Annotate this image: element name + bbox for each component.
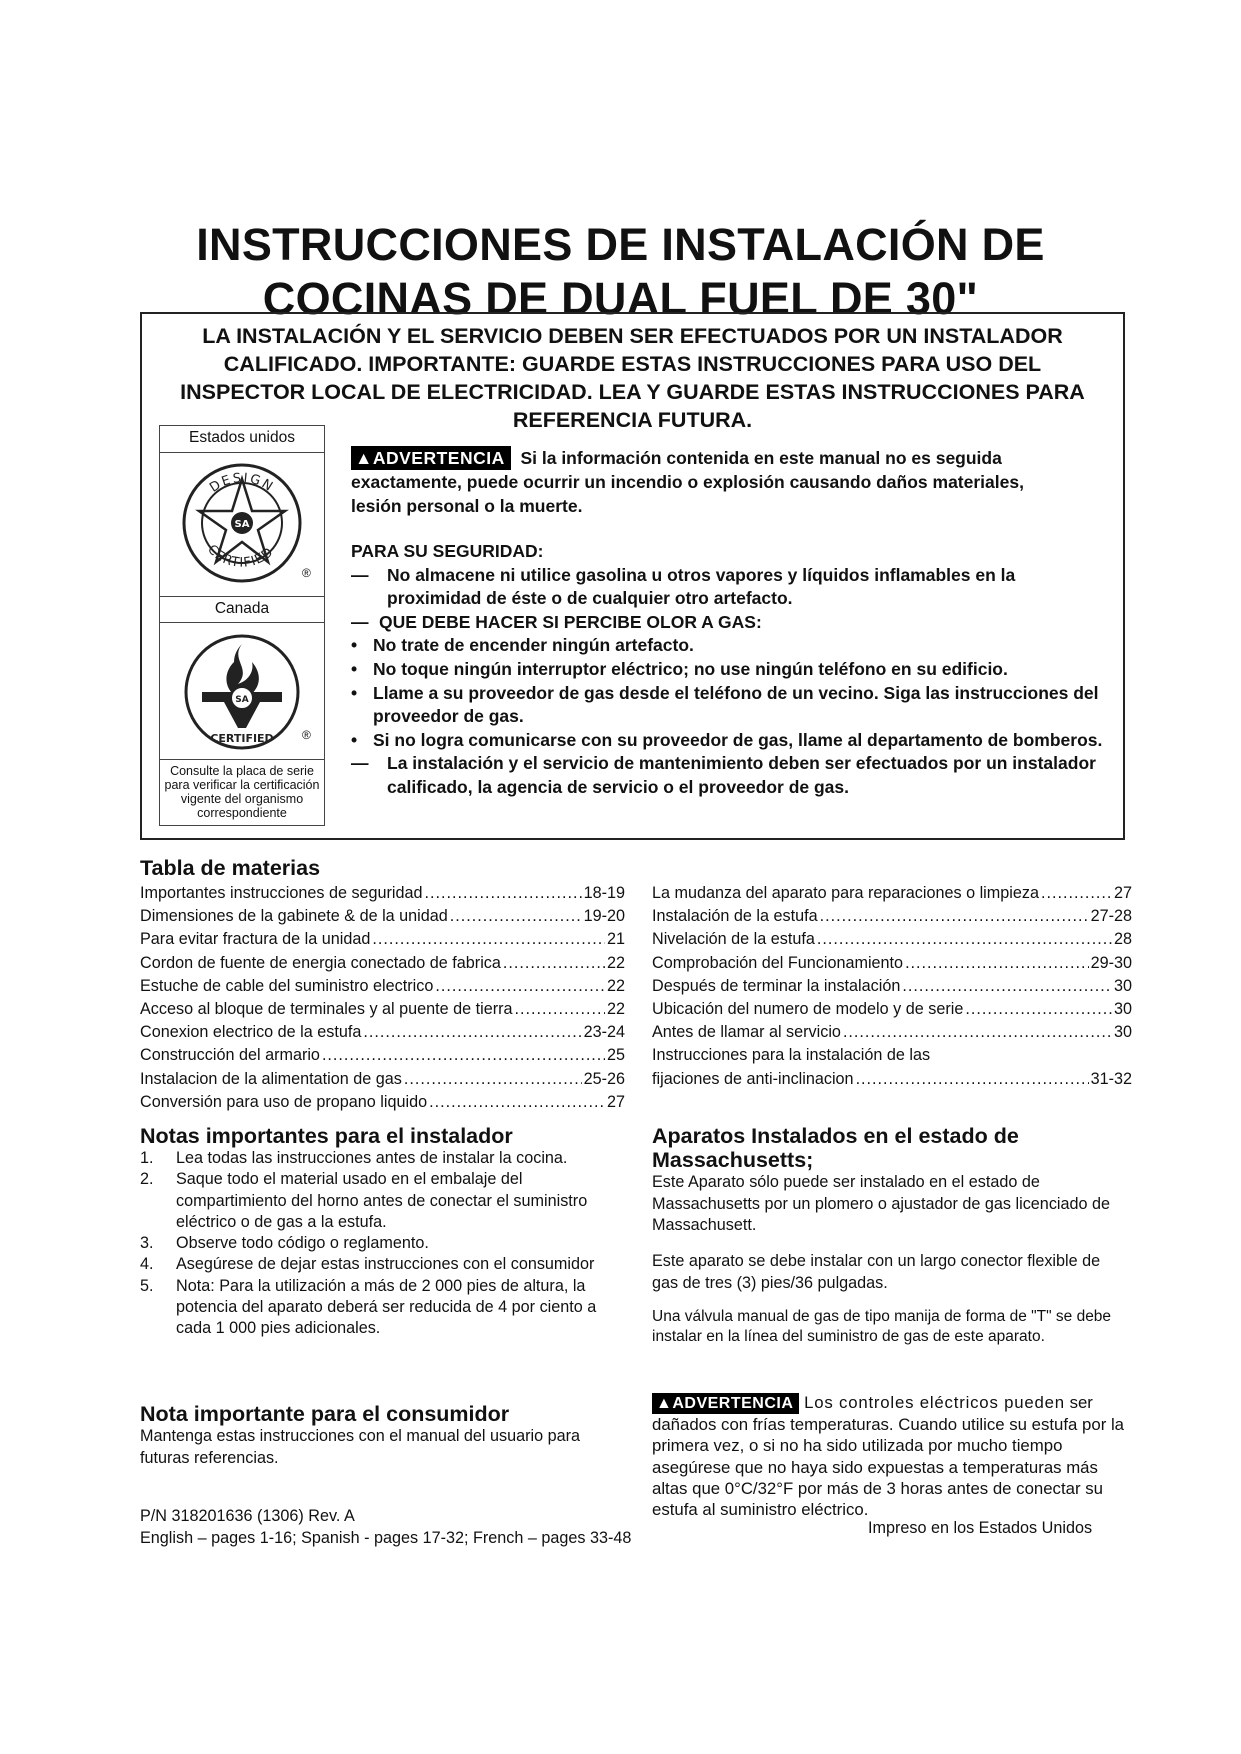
toc-right-column	[652, 882, 1132, 1091]
divider	[160, 759, 324, 760]
toc-entry	[652, 998, 1132, 1021]
warning-triangle-icon: ▲	[656, 1395, 673, 1412]
toc-entry-page: 23-24	[583, 1023, 625, 1042]
toc-entry-title: Estuche de cable del suministro electrico	[140, 976, 434, 995]
language-pages: English – pages 1-16; Spanish - pages 17-32; French – pages 33-48	[140, 1529, 632, 1547]
toc-entry	[652, 882, 1132, 905]
warning-header-line: INSPECTOR LOCAL DE ELECTRICIDAD. LEA Y GUARDE ESTAS INSTRUCCIONES PARA	[180, 380, 1085, 404]
toc-leader-dots	[817, 928, 1112, 951]
divider	[160, 622, 324, 623]
installer-note-item	[140, 1169, 600, 1233]
toc-leader-dots	[363, 1021, 581, 1044]
toc-entry	[140, 1021, 625, 1044]
fire-explosion-warning	[351, 446, 1111, 519]
toc-leader-dots	[429, 1091, 605, 1114]
part-number: P/N 318201636 (1306) Rev. A	[140, 1507, 355, 1525]
installer-note-item	[140, 1276, 600, 1340]
safety-item: — No almacene ni utilice gasolina u otros vapores y líquidos inflamables en la proximidad de éste o de cualquier otro artefacto.	[351, 564, 1016, 609]
note-number: 3.	[140, 1234, 154, 1253]
warning-text: lesión personal o la muerte.	[351, 496, 583, 517]
svg-text:SA: SA	[234, 519, 250, 530]
safety-item: — La instalación y el servicio de mantenimiento deben ser efectuados por un instalador calificado, la agencia de servicio o el proveedor de gas.	[351, 753, 1096, 797]
divider	[160, 452, 324, 453]
toc-leader-dots	[372, 928, 605, 951]
installation-warning-header	[150, 322, 1115, 434]
toc-entry-page: 28	[1113, 930, 1132, 949]
toc-entry-page: 21	[606, 930, 625, 949]
toc-entry-title: La mudanza del aparato para reparaciones o limpieza	[652, 884, 1039, 902]
toc-entry	[652, 952, 1132, 975]
toc-leader-dots	[404, 1068, 582, 1091]
toc-entry-title: Instrucciones para la instalación de las	[652, 1046, 931, 1065]
title-line-1: INSTRUCCIONES DE INSTALACIÓN DE	[196, 219, 1045, 270]
toc-entry	[140, 998, 625, 1021]
toc-left-column	[140, 882, 625, 1114]
warning-header-line: REFERENCIA FUTURA.	[512, 408, 753, 432]
note-text: Nota: Para la utilización a más de 2 000 pies de altura, la potencia del aparato deberá ser reducida de 4 por ciento a cada 1 000 pies adicionales.	[176, 1276, 597, 1338]
installer-note-item	[140, 1148, 600, 1169]
safety-item: • No trate de encender ningún artefacto.	[351, 635, 694, 656]
electric-warning-body: ser dañados con frías temperaturas. Cuando utilice su estufa por la primera vez, o si no ha sido utilizada por mucho tiempo asegúrese que no haya sido expuestas a temperaturas más altas que 0°C/32°F por más de 3 horas antes de conectar su estufa al suministro eléctrico.	[652, 1393, 1125, 1520]
installer-notes-heading: Notas importantes para el instalador	[140, 1124, 513, 1148]
note-number: 1.	[140, 1149, 154, 1167]
toc-entry-title: Para evitar fractura de la unidad	[140, 930, 371, 949]
registered-mark: ®	[302, 728, 311, 742]
toc-entry-page: 27	[606, 1092, 625, 1111]
toc-entry-title: Dimensiones de la gabinete & de la unidad	[140, 907, 448, 926]
toc-entry-page: 22	[606, 1000, 625, 1019]
toc-entry-page: 30	[1113, 1000, 1132, 1019]
toc-leader-dots	[515, 998, 605, 1021]
toc-entry	[140, 882, 625, 905]
toc-entry-page: 25	[606, 1046, 625, 1065]
toc-entry	[140, 1068, 625, 1091]
installer-note-item	[140, 1233, 600, 1254]
svg-text:SA: SA	[235, 695, 249, 705]
registered-mark: ®	[302, 566, 311, 580]
toc-entry	[652, 1021, 1132, 1044]
printed-in: Impreso en los Estados Unidos	[868, 1519, 1093, 1537]
installer-note-item	[140, 1254, 600, 1275]
safety-heading: PARA SU SEGURIDAD:	[351, 541, 544, 561]
toc-entry-page: 19-20	[583, 907, 625, 926]
note-text: Saque todo el material usado en el embalaje del compartimiento del horno antes de conectar el suministro eléctrico o de gas a la estufa.	[176, 1170, 588, 1231]
installer-notes-list	[140, 1148, 600, 1340]
title-line-2: COCINAS DE DUAL FUEL DE 30"	[262, 273, 979, 324]
warning-header-line: CALIFICADO. IMPORTANTE: GUARDE ESTAS INSTRUCCIONES PARA USO DEL	[223, 352, 1042, 376]
certification-panel	[159, 425, 325, 826]
warning-triangle-icon: ▲	[355, 448, 373, 468]
toc-leader-dots	[965, 998, 1112, 1021]
electric-controls-warning	[652, 1392, 1132, 1520]
certification-note: Consulte la placa de serie para verificar la certificación vigente del organismo correspondiente	[164, 764, 320, 820]
warning-text: exactamente, puede ocurrir un incendio o explosión causando daños materiales,	[351, 472, 1024, 493]
massachusetts-p1: Este Aparato sólo puede ser instalado en el estado de Massachusetts por un plomero o ajustador de gas licenciado de Massachusett.	[652, 1173, 1111, 1234]
toc-entry	[652, 928, 1132, 951]
csa-design-certified-logo-icon	[180, 461, 308, 589]
page-title	[0, 218, 1241, 326]
toc-entry-page: 25-26	[583, 1069, 625, 1088]
toc-leader-dots	[820, 905, 1089, 928]
toc-entry-page: 27-28	[1090, 907, 1132, 926]
toc-leader-dots	[435, 975, 605, 998]
consumer-note-text: Mantenga estas instrucciones con el manual del usuario para futuras referencias.	[140, 1427, 581, 1467]
toc-leader-dots	[450, 905, 582, 928]
note-number: 5.	[140, 1276, 154, 1295]
toc-entry-page: 27	[1113, 884, 1132, 902]
safety-list	[351, 540, 1111, 800]
toc-entry-page: 22	[606, 953, 625, 972]
safety-item: — QUE DEBE HACER SI PERCIBE OLOR A GAS:	[351, 611, 762, 632]
advertencia-badge: ▲ADVERTENCIA	[351, 446, 511, 470]
toc-leader-dots	[1041, 882, 1112, 905]
toc-entry-page: 30	[1113, 976, 1132, 995]
toc-leader-dots	[425, 882, 582, 905]
note-text: Asegúrese de dejar estas instrucciones con el consumidor	[176, 1255, 595, 1274]
toc-entry-title: Acceso al bloque de terminales y al puente de tierra	[140, 1000, 513, 1019]
note-text: Observe todo código o reglamento.	[176, 1234, 429, 1253]
safety-item: • Si no logra comunicarse con su proveedor de gas, llame al departamento de bomberos.	[351, 729, 1103, 750]
toc-entry	[140, 928, 625, 951]
massachusetts-p2: Este aparato se debe instalar con un largo conector flexible de gas de tres (3) pies/36 pulgadas.	[652, 1252, 1101, 1292]
toc-leader-dots	[503, 952, 605, 975]
toc-entry-title: Construcción del armario	[140, 1046, 320, 1065]
toc-entry-title: Instalacion de la alimentation de gas	[140, 1069, 402, 1088]
safety-item: • Llame a su proveedor de gas desde el teléfono de un vecino. Siga las instrucciones del proveedor de gas.	[351, 682, 1099, 727]
csa-certified-flame-logo-icon	[180, 630, 308, 758]
svg-text:CERTIFIED: CERTIFIED	[204, 542, 277, 571]
toc-entry-page: 29-30	[1090, 953, 1132, 972]
toc-entry-title: Después de terminar la instalación	[652, 976, 901, 995]
svg-text:DESIGN: DESIGN	[207, 470, 277, 496]
toc-entry	[140, 905, 625, 928]
electric-warning-lead: Los controles eléctricos pueden	[804, 1393, 1065, 1412]
toc-leader-dots	[322, 1044, 605, 1067]
toc-entry-page: 22	[606, 976, 625, 995]
toc-leader-dots	[843, 1021, 1112, 1044]
divider	[160, 596, 324, 597]
canada-certification-label: Canada	[214, 600, 270, 617]
toc-entry-title: Instalación de la estufa	[652, 907, 818, 926]
toc-entry-title: Conversión para uso de propano liquido	[140, 1092, 428, 1111]
toc-entry	[140, 1044, 625, 1067]
toc-entry-title: Cordon de fuente de energia conectado de fabrica	[140, 953, 501, 972]
consumer-note-heading: Nota importante para el consumidor	[140, 1402, 510, 1426]
note-number: 2.	[140, 1170, 154, 1189]
toc-leader-dots	[902, 975, 1112, 998]
toc-entry-title: Nivelación de la estufa	[652, 930, 815, 949]
us-certification-label: Estados unidos	[189, 429, 295, 446]
toc-entry	[140, 1091, 625, 1114]
toc-entry-title: Conexion electrico de la estufa	[140, 1023, 362, 1042]
warning-header-line: LA INSTALACIÓN Y EL SERVICIO DEBEN SER EFECTUADOS POR UN INSTALADOR	[202, 324, 1063, 348]
note-text: Lea todas las instrucciones antes de instalar la cocina.	[176, 1149, 568, 1167]
toc-heading: Tabla de materias	[140, 856, 321, 880]
toc-entry-page: 18-19	[583, 884, 625, 902]
toc-entry-title: Antes de llamar al servicio	[652, 1023, 841, 1042]
toc-entry	[140, 975, 625, 998]
toc-leader-dots	[905, 952, 1089, 975]
svg-text:CERTIFIED: CERTIFIED	[210, 732, 274, 745]
toc-entry	[140, 952, 625, 975]
advertencia-badge: ▲ADVERTENCIA	[652, 1393, 799, 1414]
safety-item: • No toque ningún interruptor eléctrico; no use ningún teléfono en su edificio.	[351, 658, 1008, 679]
toc-entry-title: Comprobación del Funcionamiento	[652, 953, 904, 972]
toc-leader-dots	[856, 1068, 1089, 1091]
toc-entry-title: fijaciones de anti-inclinacion	[652, 1069, 854, 1088]
toc-entry-page: 30	[1113, 1023, 1132, 1042]
toc-entry	[652, 975, 1132, 998]
warning-text: Si la información contenida en este manual no es seguida	[520, 448, 1002, 468]
toc-entry-page: 31-32	[1090, 1069, 1132, 1088]
note-number: 4.	[140, 1255, 154, 1274]
toc-entry	[652, 1068, 1132, 1091]
toc-entry-title: Ubicación del numero de modelo y de serie	[652, 1000, 964, 1019]
toc-entry	[652, 905, 1132, 928]
massachusetts-p3: Una válvula manual de gas de tipo manija de forma de "T" se debe instalar en la línea del suministro de gas de este aparato.	[652, 1308, 1112, 1345]
toc-entry-title: Importantes instrucciones de seguridad	[140, 884, 423, 902]
massachusetts-heading: Aparatos Instalados en el estado de Massachusetts;	[652, 1124, 1019, 1172]
